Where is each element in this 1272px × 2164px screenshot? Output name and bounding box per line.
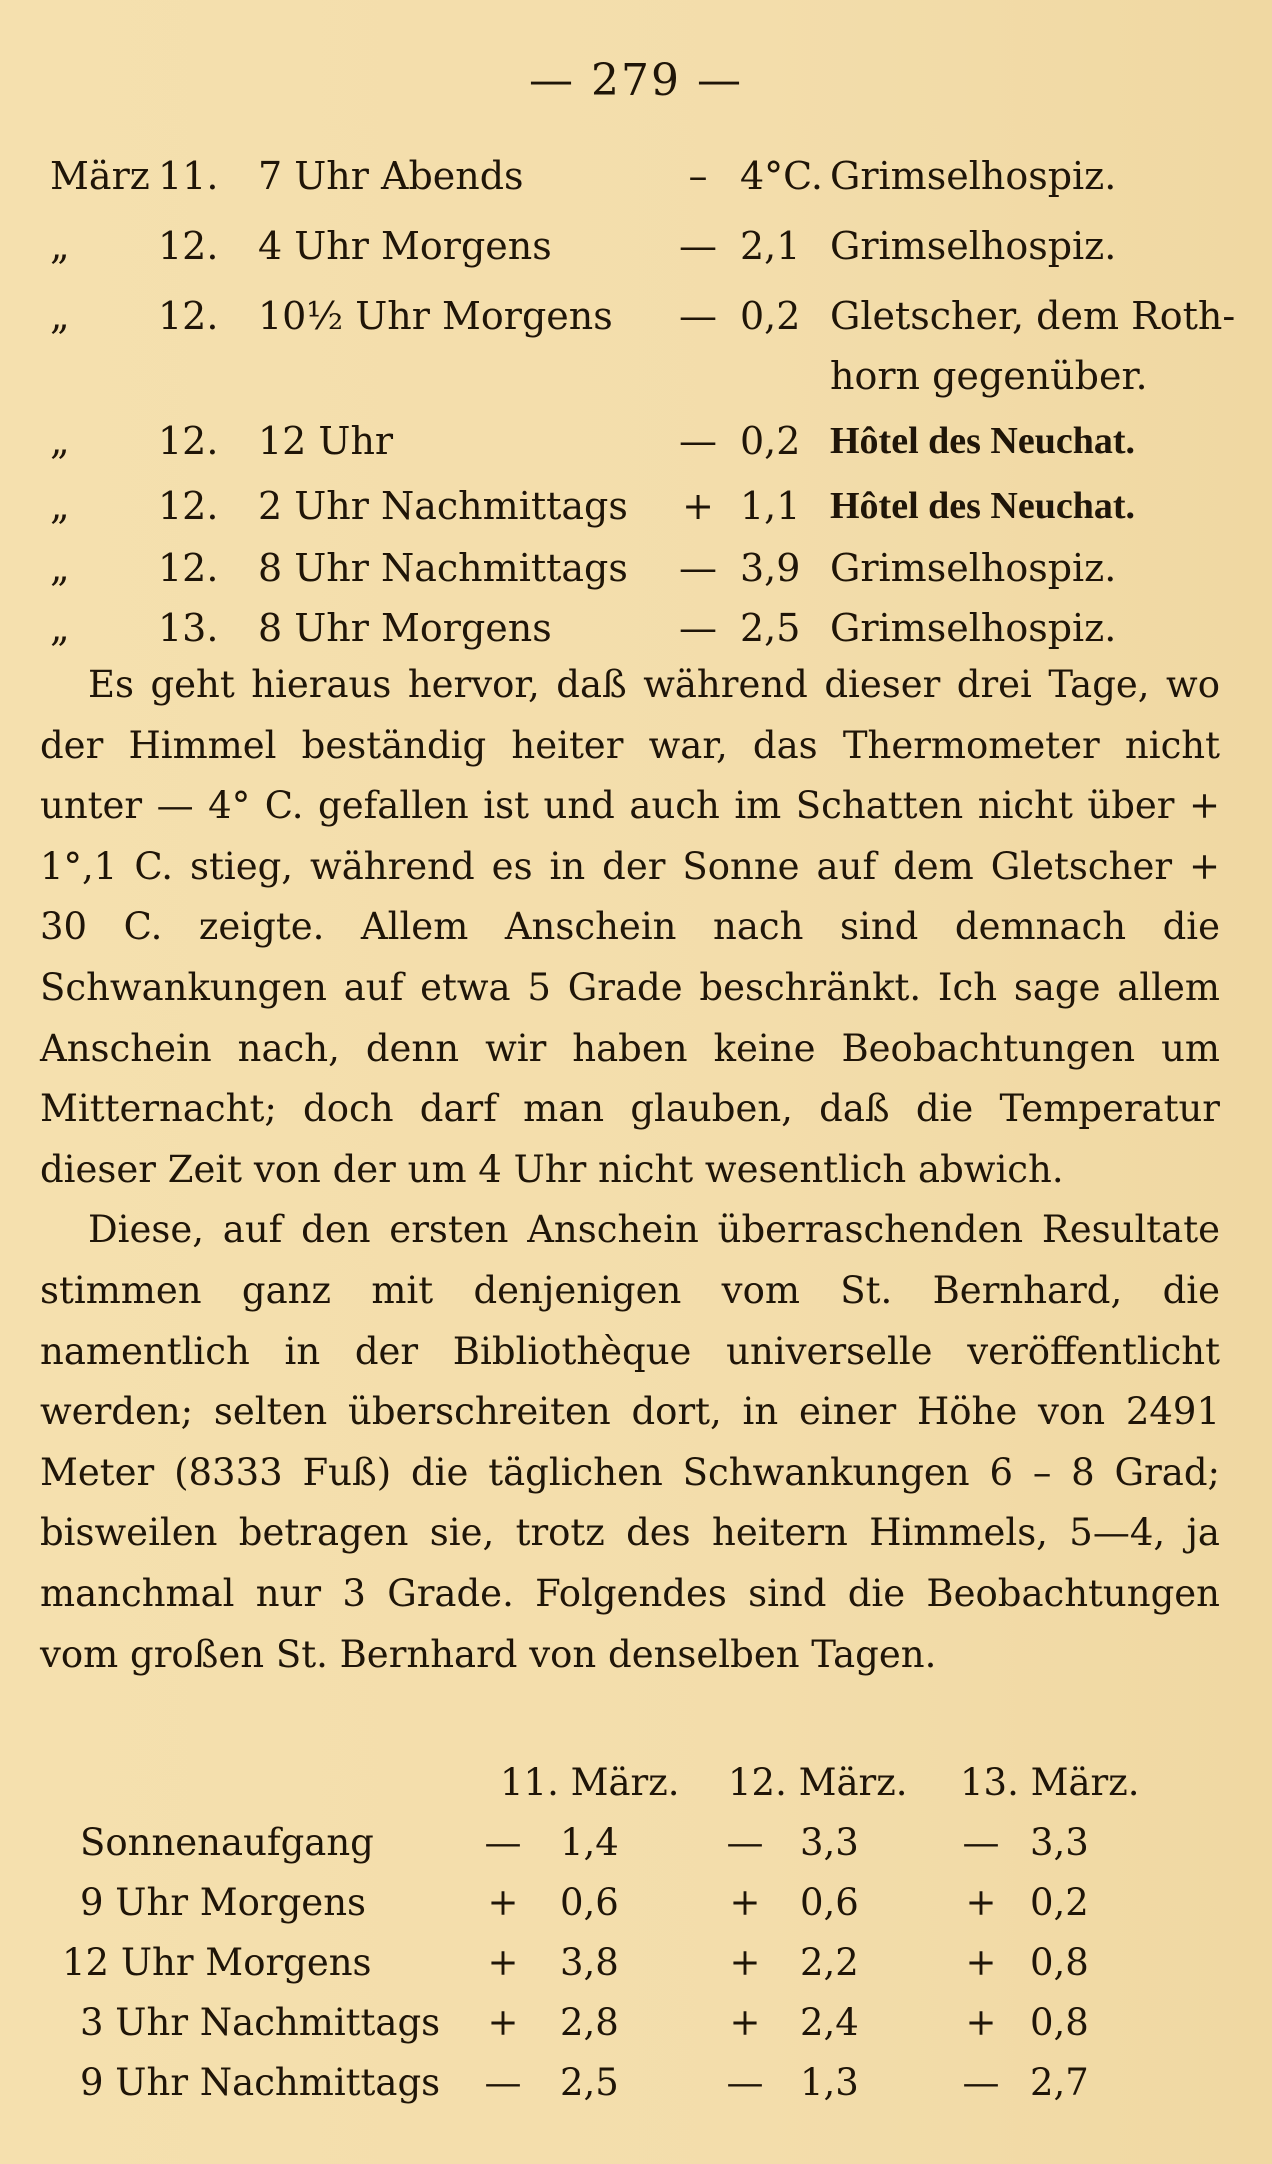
cell-sign: — (484, 1821, 522, 1864)
table-header-row (40, 1755, 1240, 1811)
table-row (40, 1995, 1240, 2051)
cell-sign: + (487, 1881, 519, 1924)
obs-location: Hôtel des Neuchat. (830, 485, 1136, 527)
cell-value: 3,8 (560, 1941, 619, 1984)
obs-location-continuation: horn gegenüber. (830, 354, 1148, 398)
obs-month: „ (50, 419, 70, 463)
obs-value: 0,2 (740, 419, 801, 463)
cell-sign: + (965, 1881, 997, 1924)
row-label: 9 Uhr Morgens (80, 1881, 367, 1924)
obs-time: 12 Uhr (258, 419, 394, 463)
obs-day: 11. (158, 154, 219, 198)
column-header: 11. März. (500, 1761, 680, 1804)
obs-month: März (50, 154, 150, 198)
observation-row (40, 413, 1240, 469)
obs-month: „ (50, 224, 70, 268)
obs-location: Hôtel des Neuchat. (830, 420, 1136, 462)
observation-row (40, 540, 1240, 596)
obs-value: 0,2 (740, 294, 801, 338)
cell-value: 1,4 (560, 1821, 619, 1864)
cell-value: 0,8 (1030, 1941, 1089, 1984)
cell-sign: — (962, 2061, 1000, 2104)
cell-sign: + (729, 1941, 761, 1984)
cell-value: 2,5 (560, 2061, 619, 2104)
cell-sign: + (487, 2001, 519, 2044)
obs-time: 4 Uhr Morgens (258, 224, 552, 268)
obs-day: 12. (158, 484, 219, 528)
body-text (40, 655, 1220, 1685)
cell-value: 2,7 (1030, 2061, 1089, 2104)
row-label: 12 Uhr Morgens (62, 1941, 372, 1984)
table-row (40, 1875, 1240, 1931)
obs-month: „ (50, 606, 70, 650)
paragraph: Es geht hieraus hervor, daß während dieser drei Tage, wo der Himmel beständig heiter war, das Thermometer nicht unter — 4° C. gefallen ist und auch im Schatten nicht über + 1°,1 C. stieg, während es in der Sonne auf dem Gletscher + 30 C. zeigte. Allem Anschein nach sind demnach die Schwankungen auf etwa 5 Grade beschränkt. Ich sage allem Anschein nach, denn wir haben keine Beobachtungen um Mitternacht; doch darf man glauben, daß die Temperatur dieser Zeit von der um 4 Uhr nicht wesentlich abwich. (40, 663, 1220, 1191)
cell-value: 2,4 (800, 2001, 859, 2044)
observation-row (40, 218, 1240, 274)
row-label: Sonnenaufgang (80, 1821, 374, 1864)
obs-sign: – (688, 154, 708, 198)
obs-day: 12. (158, 419, 219, 463)
cell-value: 0,8 (1030, 2001, 1089, 2044)
obs-day: 13. (158, 606, 219, 650)
obs-location: Grimselhospiz. (830, 606, 1117, 650)
obs-sign: + (682, 484, 714, 528)
row-label: 3 Uhr Nachmittags (80, 2001, 441, 2044)
cell-sign: + (487, 1941, 519, 1984)
cell-value: 2,2 (800, 1941, 859, 1984)
obs-day: 12. (158, 546, 219, 590)
obs-time: 10½ Uhr Morgens (258, 294, 613, 338)
obs-day: 12. (158, 224, 219, 268)
obs-time: 8 Uhr Nachmittags (258, 546, 628, 590)
column-header: 13. März. (960, 1761, 1140, 1804)
obs-time: 7 Uhr Abends (258, 154, 524, 198)
obs-time: 2 Uhr Nachmittags (258, 484, 628, 528)
cell-sign: — (726, 2061, 764, 2104)
table-row (40, 2055, 1240, 2111)
obs-time: 8 Uhr Morgens (258, 606, 552, 650)
cell-value: 0,6 (800, 1881, 859, 1924)
observation-row (40, 478, 1240, 534)
obs-sign: — (679, 419, 717, 463)
obs-location: Grimselhospiz. (830, 154, 1117, 198)
obs-value: 3,9 (740, 546, 801, 590)
cell-value: 3,3 (1030, 1821, 1089, 1864)
cell-value: 2,8 (560, 2001, 619, 2044)
obs-sign: — (679, 224, 717, 268)
cell-value: 3,3 (800, 1821, 859, 1864)
obs-day: 12. (158, 294, 219, 338)
obs-value: 1,1 (740, 484, 801, 528)
obs-month: „ (50, 484, 70, 528)
obs-value: 4°C. (740, 154, 823, 198)
observation-row (40, 600, 1240, 656)
cell-value: 0,6 (560, 1881, 619, 1924)
table-row (40, 1815, 1240, 1871)
cell-sign: — (962, 1821, 1000, 1864)
obs-month: „ (50, 294, 70, 338)
cell-value: 1,3 (800, 2061, 859, 2104)
cell-sign: + (965, 2001, 997, 2044)
obs-value: 2,1 (740, 224, 801, 268)
page-number: — 279 — (529, 55, 743, 106)
obs-location: Gletscher, dem Roth- (830, 294, 1236, 338)
obs-sign: — (679, 606, 717, 650)
cell-sign: — (484, 2061, 522, 2104)
cell-sign: — (726, 1821, 764, 1864)
obs-value: 2,5 (740, 606, 801, 650)
obs-location: Grimselhospiz. (830, 224, 1117, 268)
obs-sign: — (679, 546, 717, 590)
cell-sign: + (729, 1881, 761, 1924)
table-row (40, 1935, 1240, 1991)
obs-location: Grimselhospiz. (830, 546, 1117, 590)
observation-row (40, 148, 1240, 204)
obs-sign: — (679, 294, 717, 338)
obs-month: „ (50, 546, 70, 590)
cell-value: 0,2 (1030, 1881, 1089, 1924)
column-header: 12. März. (728, 1761, 908, 1804)
cell-sign: + (729, 2001, 761, 2044)
paragraph: Diese, auf den ersten Anschein überraschenden Resultate stimmen ganz mit denjenigen vom St. Bernhard, die namentlich in der Bibliothèque universelle veröffentlicht werden; selten überschreiten dort, in einer Höhe von 2491 Meter (8333 Fuß) die täglichen Schwankungen 6 – 8 Grad; bisweilen betragen sie, trotz des heitern Himmels, 5—4, ja manchmal nur 3 Grade. Folgendes sind die Beobachtungen vom großen St. Bernhard von denselben Tagen. (40, 1208, 1220, 1676)
observation-row-continuation (40, 348, 1240, 404)
row-label: 9 Uhr Nachmittags (80, 2061, 441, 2104)
cell-sign: + (965, 1941, 997, 1984)
observation-row (40, 288, 1240, 344)
